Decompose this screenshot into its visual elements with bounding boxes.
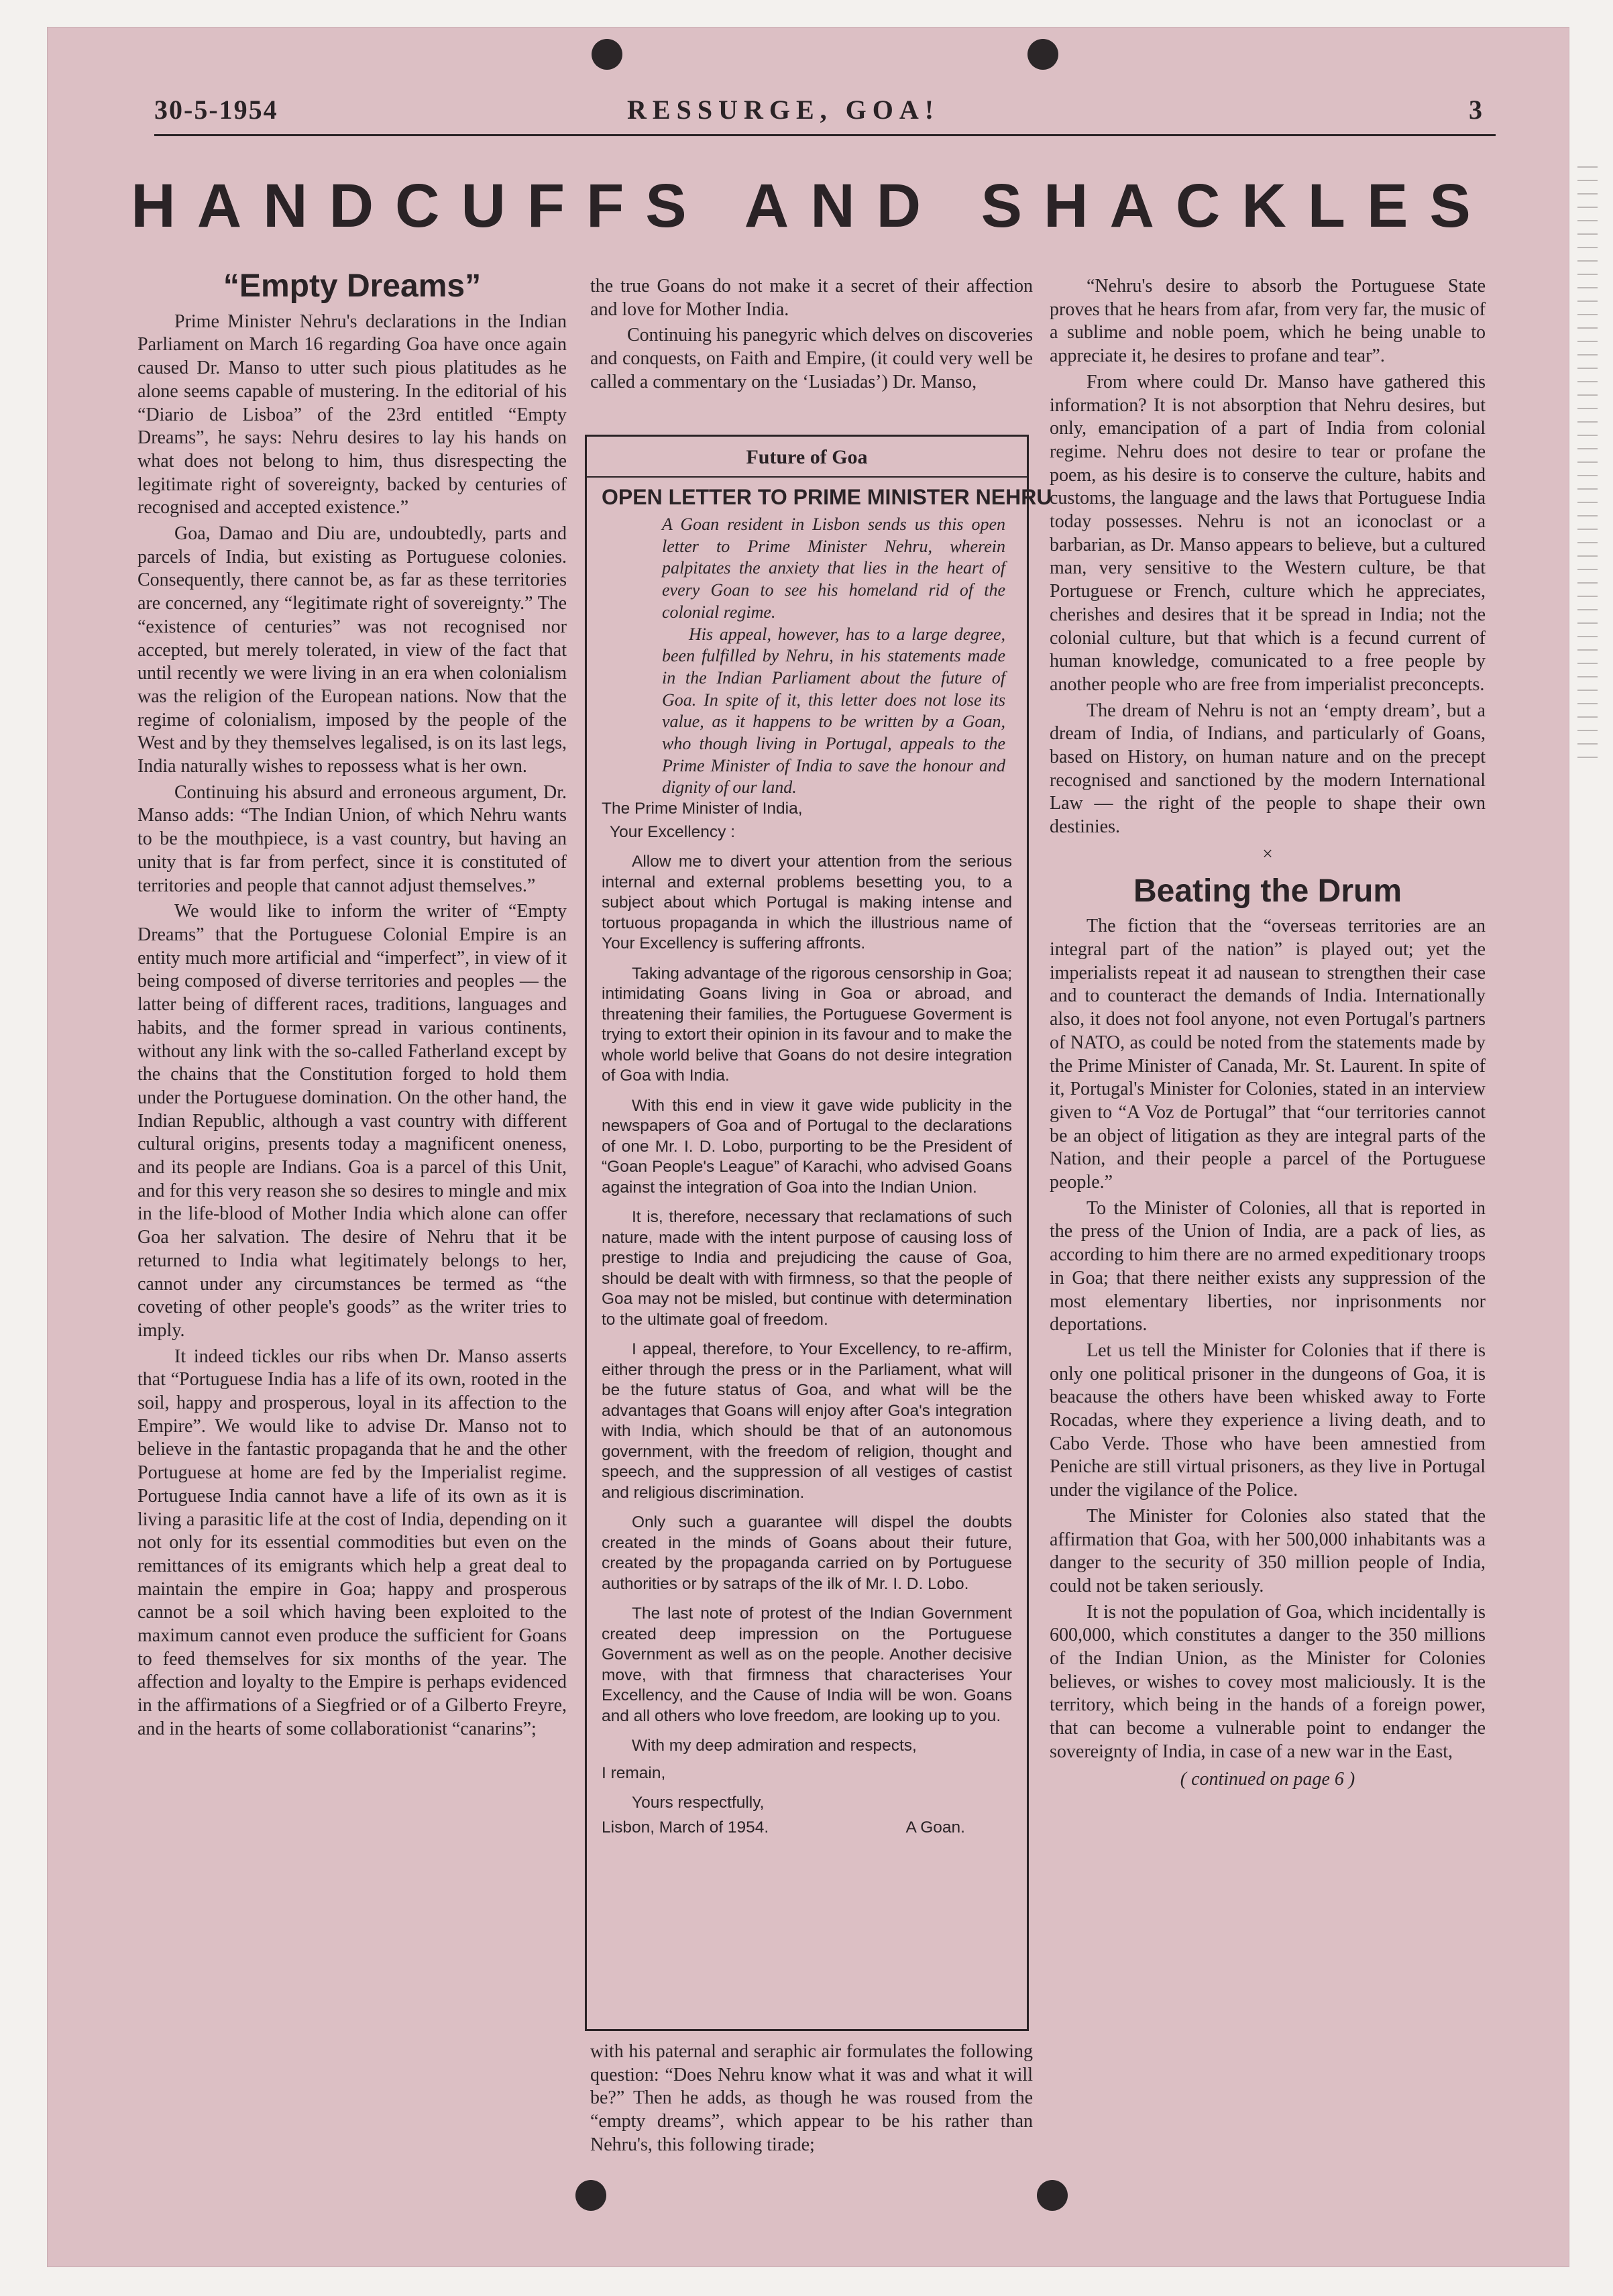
letter-yours: Yours respectfully, <box>632 1794 765 1812</box>
page-headline: HANDCUFFS AND SHACKLES <box>131 172 1492 240</box>
intro-paragraph: His appeal, however, has to a large degree, been fulfilled by Nehru, in his statements made in the Indian Parliament about the future of Goa. In spite of it, this letter does not lose its value, as it happens to be written by a Goan, who though living in Portugal, appeals to the Prime Minister of India to save the honour and dignity of our land. <box>662 624 1005 798</box>
paragraph: We would like to inform the writer of “Empty Dreams” that the Portuguese Colonial Empire is an entity much more artificial and “imperfect”, in view of it being composed of diverse territories and peoples — the latter being of different races, traditions, languages and habits, and the former spread in various continents, without any link with the so-called Fatherland except by the chains that the Constitution forged to hold them under the Portuguese domination. On the other hand, the Indian Republic, although a vast country with different cultural origins, presents today a magnificent oneness, and its people are Indians. Goa is a parcel of this Unit, and for this very reason she so desires to mingle and mix in the life-blood of Mother India which alone can offer Goa her salvation. The desire of Nehru that it be returned to India what legitimately belongs to her, cannot under any circumstances be termed as “the coveting of other people's goods” as the writer tries to imply. <box>137 901 567 1341</box>
paragraph: From where could Dr. Manso have gathered this information? It is not absorption that Nehru desires, but only, emancipation of a part of India from colonial regime. Nehru does not desire to tear or profane the poem, as his desire is to conserve the culture, habits and customs, the language and the laws that Portuguese India today possesses. Nehru is not an iconoclast or a barbarian, as Dr. Manso appears to believe, but a cultured man, very sensitive to the Western culture, be that Portuguese or French, culture which he appreciates, cherishes and desires that it be spread in India; not the colonial culture, but that which is a fecund current of human knowledge, comunicated to a free people by another people who are free from imperialist preconcepts. <box>1050 371 1486 695</box>
open-letter-box <box>585 435 1052 2031</box>
measurement-ruler <box>1577 154 1598 758</box>
issue-date: 30-5-1954 <box>154 95 278 125</box>
letter-paragraph: With my deep admiration and respects, <box>632 1737 917 1755</box>
paragraph: It indeed tickles our ribs when Dr. Manso asserts that “Portuguese India has a life of its own, rooted in the soil, happy and prosperous, loyal in its affection to the Empire”. We would like to advise Dr. Manso not to believe in the fantastic propaganda that he and the other Portuguese at home are fed by the Imperialist regime. Portuguese India cannot have a life of its own as it is living a parasitic life at the cost of India, depending on it not only for its essential commodities but even on the remittances of its emigrants which help a great deal to maintain the empire in Goa; happy and prosperous cannot be a soil which having been exploited to the maximum cannot even produce the sufficient for Goans to feed themselves for six months of the year. The affection and loyalty to the Empire is perhaps evidenced in the affirmations of a Siegfried or of a Gilberto Freyre, and in the hearts of some collaborationist “canarins”; <box>137 1346 567 1739</box>
paragraph: with his paternal and seraphic air formulates the following question: “Does Nehru know what it was and what it will be?” Then he adds, as though he was roused from the “empty dreams”, which appear to be his rather than Nehru's, this following tirade; <box>590 2041 1033 2155</box>
article-title-empty-dreams: “Empty Dreams” <box>223 268 482 304</box>
paragraph: The fiction that the “overseas territories are an integral part of the nation” is played out; yet the imperialists repeat it ad nausean to strengthen their case and to counteract the demands of India. Internationally also, it does not fool anyone, not even Portugal's partners of NATO, as could be noted from the statements made by the Prime Minister of Canada, Mr. St. Laurent. In spite of it, Portugal's Minister for Colonies, stated in an interview given to “A Voz de Portugal” that “our territories cannot be an object of litigation as they are integral parts of the Nation, and their people a parcel of the Portuguese people.” <box>1050 916 1486 1193</box>
page-number: 3 <box>1469 95 1484 125</box>
column-2-bottom <box>590 2040 1033 2157</box>
binding-hole <box>592 39 622 70</box>
paragraph: “Nehru's desire to absorb the Portuguese State proves that he hears from afar, from very far, the music of a sublime and noble poem, which he being unable to appreciate it, he desires to profane and tear”. <box>1050 276 1486 367</box>
letter-kicker: Future of Goa <box>746 446 868 468</box>
column-1 <box>137 268 567 1741</box>
letter-paragraph: Only such a guarantee will dispel the doubts created in the minds of Goans about their future, created by the propaganda carried on by Portuguese authorities or by satraps of the ilk of Mr. I. D. Lobo. <box>602 1513 1012 1593</box>
letter-salutation: Your Excellency : <box>610 822 736 841</box>
paragraph: The Minister for Colonies also stated that the affirmation that Goa, with her 500,000 inhabitants was a danger to the security of 350 million people of India, could not be taken seriously. <box>1050 1505 1486 1596</box>
letter-rule <box>587 476 1027 478</box>
letter-paragraph: I appeal, therefore, to Your Excellency, to re-affirm, either through the press or in the Parliament, what will be the future status of Goa, and what will be the advantages that Goans will enjoy after Goa's integration with India, which should be that of an autonomous government, with the freedom of religion, thought and speech, and the suppression of all vestiges of castist and religious discrimination. <box>602 1340 1012 1502</box>
letter-place-date: Lisbon, March of 1954. <box>602 1818 769 1837</box>
letter-paragraph: It is, therefore, necessary that reclamations of such nature, made with the intent purpose of causing loss of prestige to India and prejudicing the cause of Goa, should be dealt with with firmness, so that the people of Goa may not be misled, but continue with determination to the ultimate goal of freedom. <box>602 1208 1012 1329</box>
letter-address: The Prime Minister of India, <box>602 800 803 818</box>
letter-closing: I remain, <box>602 1763 666 1782</box>
section-separator: × <box>1262 843 1273 865</box>
paragraph: The dream of Nehru is not an ‘empty dream’, but a dream of India, of Indians, and particularly of Goans, based on History, on human nature and on the precept recognised and sanctioned by the modern International Law — the right of the people to shape their own destinies. <box>1050 700 1486 838</box>
binding-hole <box>575 2180 606 2211</box>
paragraph: the true Goans do not make it a secret of their affection and love for Mother India. <box>590 276 1033 320</box>
binding-hole <box>1037 2180 1068 2211</box>
paragraph: Prime Minister Nehru's declarations in the Indian Parliament on March 16 regarding Goa have once again caused Dr. Manso to utter such pious platitudes as he alone seems capable of mustering. In the editorial of his “Diario de Lisboa” of the 23rd entitled “Empty Dreams”, he says: Nehru desires to lay his hands on what does not belong to him, thus disrespecting the legitimate right of sovereignty, backed by centuries of recognised and accepted existence.” <box>137 311 567 518</box>
letter-signature: A Goan. <box>905 1818 965 1837</box>
paragraph: Goa, Damao and Diu are, undoubtedly, parts and parcels of India, but existing as Portuguese colonies. Consequently, there cannot be, as far as these territories are concerned, any “legitimate right of sovereignty.” The “existence of centuries” was not recognised nor accepted, but merely tolerated, in view of the fact that until recently we were living in an era when colonialism was the religion of the European nations. Now that the regime of colonialism, imposed by the people of the West and by they themselves legalised, is on its last legs, India naturally wishes to repossess what is her own. <box>137 523 567 777</box>
article-title-beating-the-drum: Beating the Drum <box>1133 873 1402 909</box>
letter-paragraph: The last note of protest of the Indian Government created deep impression on the Portuguese Government as well as on the people. Another decisive move, with that firmness that characterises Your Excellency, and the Cause of India will be won. Goans and all others who love freedom, are looking up to you. <box>602 1604 1012 1725</box>
letter-intro <box>602 514 1012 799</box>
column-2-top <box>590 275 1033 394</box>
letter-body <box>602 799 1012 1838</box>
paragraph: Continuing his absurd and erroneous argument, Dr. Manso adds: “The Indian Union, of which Nehru wants to be the mouthpiece, is a vast country, but having an unity that is far from perfect, since it is constituted of territories and people that cannot adjust themselves.” <box>137 781 567 896</box>
paragraph: To the Minister of Colonies, all that is reported in the press of the Union of India, are a pack of lies, as according to him there are no armed expeditionary troops in Goa; that there neither exists any suppression of the most elementary liberties, nor inprisonments nor deportations. <box>1050 1197 1486 1335</box>
continued-note: ( continued on page 6 ) <box>1180 1768 1355 1790</box>
letter-title: OPEN LETTER TO PRIME MINISTER NEHRU <box>602 484 1052 509</box>
letter-paragraph: Taking advantage of the rigorous censorship in Goa; intimidating Goans living in Goa or abroad, and threatening their families, the Portuguese Goverment is trying to extort their opinion in its favour and to make the whole world belive that Goans do not desire integration of Goa with India. <box>602 964 1012 1085</box>
masthead-rule <box>154 134 1496 136</box>
binding-hole <box>1027 39 1058 70</box>
paragraph: Continuing his panegyric which delves on discoveries and conquests, on Faith and Empire, (it could very well be called a commentary on the ‘Lusiadas’) Dr. Manso, <box>590 325 1033 392</box>
paragraph: Let us tell the Minister for Colonies that if there is only one political prisoner in the dungeons of Goa, it is beacause the others have been whisked away to Forte Rocadas, where they experience a living death, and to Cabo Verde. Those who have been amnestied from Peniche are still virtual prisoners, as they live in Portugal under the vigilance of the Police. <box>1050 1340 1486 1501</box>
paragraph: It is not the population of Goa, which incidentally is 600,000, which constitutes a danger to the 350 millions of the Indian Union, as the Minister for Colonies believes, or wishes to covey most maliciously. It is the territory, which being in the hands of a foreign power, that can become a vulnerable point to endanger the sovereignty of India, in case of a new war in the East, <box>1050 1601 1486 1762</box>
newspaper-title: RESSURGE, GOA! <box>627 95 940 125</box>
column-3 <box>1050 275 1486 1791</box>
letter-paragraph: With this end in view it gave wide publicity in the newspapers of Goa and of Portugal to the declarations of one Mr. I. D. Lobo, purporting to be the President of “Goan People's League” of Karachi, who advised Goans against the integration of Goa into the Indian Union. <box>602 1096 1012 1197</box>
intro-paragraph: A Goan resident in Lisbon sends us this open letter to Prime Minister Nehru, wherein palpitates the anxiety that lies in the heart of every Goan to see his homeland rid of the colonial regime. <box>662 514 1005 622</box>
letter-paragraph: Allow me to divert your attention from the serious internal and external problems besetting you, to a subject about which Portugal is making intense and tortuous propaganda in which the illustrious name of Your Excellency is suffering affronts. <box>602 853 1012 953</box>
